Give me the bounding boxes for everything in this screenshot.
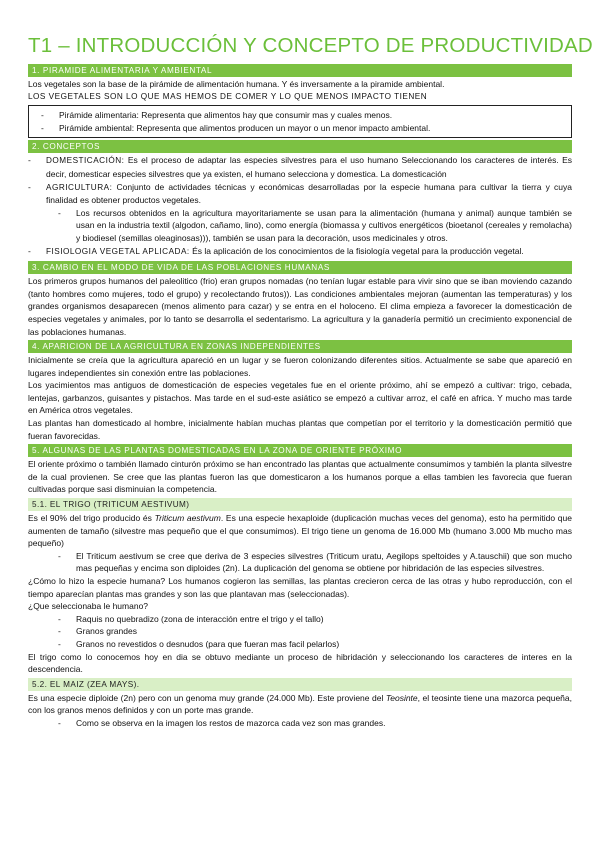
text-run: Es el 90% del trigo producido és — [28, 513, 155, 524]
list-item: - AGRICULTURA: Conjunto de actividades técnicas y económicas desarrolladas por la especie humana para cultivar la tierra y cuya finalidad es obtener productos vegetales. — [28, 181, 572, 206]
pyramid-definitions-box — [28, 105, 572, 138]
section-4-paragraph-3: Las plantas han domesticado al hombre, inicialmente habían muchas plantas que competían por el territorio y la domesticación permitió que fueran favorecidas. — [28, 418, 572, 441]
selection-question: ¿Que seleccionaba le humano? — [28, 601, 149, 612]
list-item: - El Triticum aestivum se cree que deriva de 3 especies silvestres (Triticum uratu, Aegilops speltoides y A.tauschii) que son mucho mas pequeñas y encima son diploides (2n). La duplicación del genoma se obtiene por hibridación de las especies silvestres. — [58, 550, 572, 574]
wheat-paragraph — [28, 512, 572, 550]
maize-paragraph — [28, 692, 572, 717]
text-run: . Es una especie hexaploide (duplicación muchas veces del genoma), esto ha permitido que aumenten de tamaño (silvestre mas pequeño que el que consumimos). El trigo tiene un genoma de 16.000 Mb (humano 3.000 Mb mucho mas pequeño) — [28, 513, 572, 549]
list-item-text: Pirámide ambiental: Representa que alimentos producen un mayor o un menor impacto ambiental. — [59, 122, 431, 133]
section-1-header: 1. PIRAMIDE ALIMENTARIA Y AMBIENTAL — [28, 64, 572, 77]
list-item: - Granos grandes — [58, 626, 137, 637]
list-item: - Granos no revestidos o desnudos (para que fueran mas facil pelarlos) — [58, 638, 340, 649]
wheat-conclusion: El trigo como lo conocemos hoy en dia se obtuvo mediante un proceso de hibridación y seleccionando los caracteres de interes en la descendencia. — [28, 651, 572, 675]
list-item: - Pirámide alimentaria: Representa que alimentos hay que consumir mas y cuales menos. — [41, 110, 393, 121]
page-title: T1 – INTRODUCCIÓN Y CONCEPTO DE PRODUCTIVIDAD — [28, 34, 593, 57]
list-item-text: Los recursos obtenidos en la agricultura mayoritariamente se usan para la alimentación (humana y animal) aunque también se usan en la industria textil (algodon, cañamo, lino), como energía (biomassa y cultivos energéticos (bioetanol (cereales y remolacha) y biodiesel (semillas oleaginosas))), también se usan para la decoración, usos medicinales y otros. — [76, 207, 572, 243]
term: DOMESTICACIÓN: — [46, 156, 125, 166]
concepts-list-continued — [28, 245, 572, 259]
list-item: - FISIOLOGIA VEGETAL APLICADA: És la aplicación de los conocimientos de la fisiología vegetal para la producción vegetal. — [28, 245, 524, 256]
list-item-text: Pirámide alimentaria: Representa que alimentos hay que consumir mas y cuales menos. — [59, 110, 393, 121]
section-3-header: 3. CAMBIO EN EL MODO DE VIDA DE LAS POBLACIONES HUMANAS — [28, 261, 572, 274]
document-page — [28, 0, 593, 730]
section-5-header: 5. ALGUNAS DE LAS PLANTAS DOMESTICADAS EN LA ZONA DE ORIENTE PRÓXIMO — [28, 444, 572, 457]
list-item-text: El Triticum aestivum se cree que deriva de 3 especies silvestres (Triticum uratu, Aegilops speltoides y A.tauschii) que son mucho mas pequeñas y encima son diploides (2n). La duplicación del genoma se obtiene por hibridación de las especies silvestres. — [76, 550, 572, 574]
term: AGRICULTURA: — [46, 182, 113, 192]
list-item: - Los recursos obtenidos en la agricultura mayoritariamente se usan para la alimentación (humana y animal) aunque también se usan en la industria textil (algodon, cañamo, lino), como energía (biomassa y cultivos energéticos (bioetanol (cereales y remolacha) y biodiesel (semillas oleaginosas))), también se usan para la decoración, usos medicinales y otros. — [58, 207, 572, 243]
section-1-paragraph: Los vegetales son la base de la pirámide de alimentación humana. Y és inversamente a la piramide ambiental. — [28, 79, 445, 89]
definition: Conjunto de actividades técnicas y económicas desarrolladas por la especie humana para cultivar la tierra y cuya finalidad es obtener productos vegetales. — [46, 181, 572, 206]
species-name: Teosinte — [385, 692, 418, 703]
nested-list — [28, 207, 572, 245]
subsection-5-1-header: 5.1. EL TRIGO (TRITICUM AESTIVUM) — [28, 498, 572, 511]
list-item: - Raquis no quebradizo (zona de interacción entre el trigo y el tallo) — [58, 613, 324, 624]
list-item-text: Como se observa en la imagen los restos de mazorca cada vez son mas grandes. — [76, 717, 386, 728]
section-3-paragraph: Los primeros grupos humanos del paleolitico (frio) eran grupos nomadas (no tenían lugar estable para vivir sino que se iban moviendo cazando (tanto hombres como mujeres, todo el grupo) y recolectando frutos)). Las condiciones ambientales mejoran (aumentan las temperaturas) y los grandes organismos desaparecen (menos alimento para cazar) y se entra en el holoceno. El clima empieza a favorecer la domesticación de especies vegetales y animales, por lo tanto se desarrolla el sedentarismo. La agricultura y la ganadería permitió un crecimiento exponencial de las poblaciones humanas. — [28, 276, 572, 337]
section-4-paragraph-1: Inicialmente se creía que la agricultura apareció en un lugar y se fueron colonizando diferentes sitios. Actualmente se sabe que apareció en lugares independientes sin conexión entre las poblaciones. — [28, 355, 572, 378]
wheat-list — [28, 550, 572, 575]
wheat-question-paragraph: ¿Cómo lo hizo la especie humana? Los humanos cogieron las semillas, las plantas crecieron cerca de las otras y hubo reproducción, con el tiempo aparecían plantas mas grandes y son las que plantavan mas (seleccionadas). — [28, 576, 572, 599]
definition: És la aplicación de los conocimientos de la fisiología vegetal para la producción vegetal. — [192, 245, 524, 256]
concepts-list — [28, 154, 572, 206]
list-item-text: Granos grandes — [76, 626, 137, 637]
text-run: , el teosinte tiene una mazorca pequeña, con los granos menos definidos y con un porte mas grande. — [28, 692, 572, 716]
list-item-text: Granos no revestidos o desnudos (para que fueran mas facil pelarlos) — [76, 638, 340, 649]
text-run: Es una especie diploide (2n) pero con un genoma muy grande (24.000 Mb). Este proviene del — [28, 692, 386, 703]
section-2-header: 2. CONCEPTOS — [28, 140, 572, 153]
definition: Es el proceso de adaptar las especies silvestres para el uso humano Seleccionando los caracteres de interés. Es decir, domesticar especies silvestres que ya existen, el humano selecciona y domestica. La domesticación — [46, 155, 572, 179]
subsection-5-2-header: 5.2. EL MAIZ (ZEA MAYS). — [28, 678, 572, 691]
section-1-caps-line: LOS VEGETALES SON LO QUE MAS HEMOS DE COMER Y LO QUE MENOS IMPACTO TIENEN — [28, 91, 428, 101]
list-item: - Pirámide ambiental: Representa que alimentos producen un mayor o un menor impacto ambiental. — [41, 122, 431, 133]
list-item-text: Raquis no quebradizo (zona de interacción entre el trigo y el tallo) — [76, 613, 324, 624]
species-name: Triticum aestivum — [154, 513, 221, 524]
section-4-paragraph-2: Los yacimientos mas antiguos de domesticación de especies vegetales fue en el oriente próximo, ahí se empezó a cultivar: trigo, cebada, lentejas, garbanzos, guisantes y pistachos. Mas tarde en el sud-este asiático se empezó a cultivar arroz, el café en africa. Y mucho mas tarde en América otros vegetales. — [28, 380, 572, 416]
section-5-paragraph: El oriente próximo o también llamado cinturón próximo se han encontrado las plantas que actualmente consumimos y también la planta silvestre de la cual provienen. Se cree que las plantas fueron las que domesticaron a los humanos porque a ellas tambien les favorecia que fueran cultivadas porque sasi disminuian la competencia. — [28, 459, 572, 495]
section-4-header: 4. APARICION DE LA AGRICULTURA EN ZONAS INDEPENDIENTES — [28, 340, 572, 353]
selection-list — [28, 613, 572, 651]
list-item: - Como se observa en la imagen los restos de mazorca cada vez son mas grandes. — [58, 717, 386, 728]
list-item: - DOMESTICACIÓN: Es el proceso de adaptar las especies silvestres para el uso humano Seleccionando los caracteres de interés. Es decir, domesticar especies silvestres que ya existen, el humano selecciona y domestica. La domesticación — [28, 155, 572, 179]
maize-list — [28, 717, 572, 730]
term: FISIOLOGIA VEGETAL APLICADA: — [46, 246, 190, 256]
